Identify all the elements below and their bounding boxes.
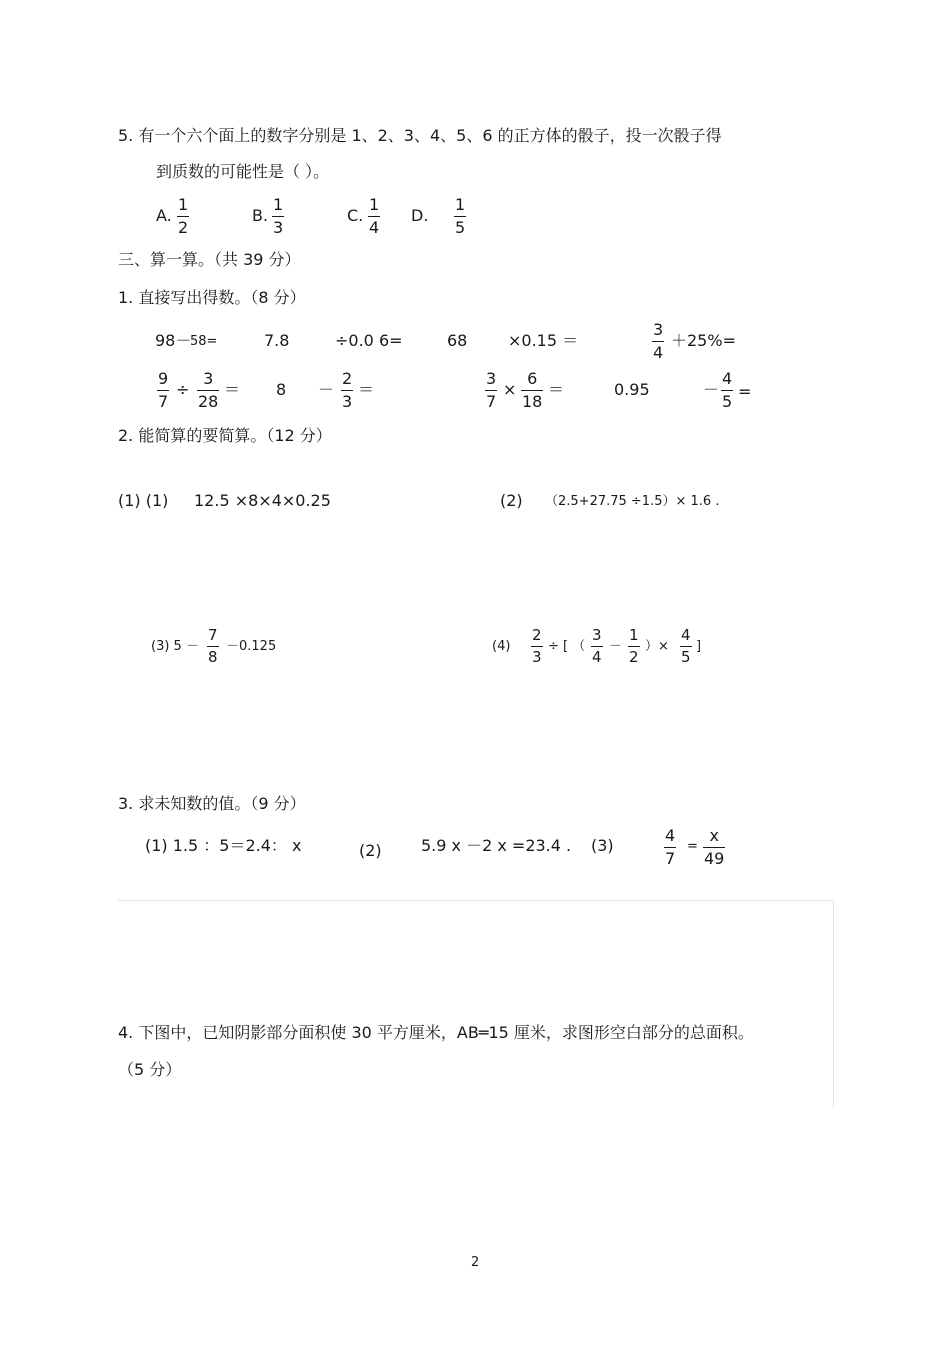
problem-4-fraction-c <box>628 628 640 665</box>
problem-1-label: (1) (1) <box>118 491 169 510</box>
frame-right-rule <box>833 900 834 1108</box>
part3-title: 3. 求未知数的值。（9 分） <box>118 794 306 813</box>
q5-option-c-fraction <box>368 197 380 236</box>
denominator: 2 <box>178 218 189 237</box>
part2-title: 2. 能简算的要简算。（12 分） <box>118 426 332 445</box>
numerator: 1 <box>178 195 189 214</box>
fraction-bar <box>485 390 497 391</box>
fraction-bar <box>521 390 543 391</box>
equation-2: 5.9 x －2 x =23.4 . <box>421 836 572 855</box>
fraction-bar <box>368 216 380 217</box>
q5-option-c-label: C. <box>347 206 364 225</box>
frame-top-rule <box>118 900 834 901</box>
problem-4-divide-bracket: ÷ [ （ <box>548 639 586 654</box>
numerator: 3 <box>486 369 497 388</box>
calc-2-3-fraction <box>341 371 353 410</box>
q5-option-b-fraction <box>272 197 284 236</box>
calc-equals-sign: ＝ <box>358 380 375 399</box>
denominator: 4 <box>653 343 664 362</box>
part4-line2: （5 分） <box>118 1060 182 1079</box>
problem-4-times: ）× <box>645 639 669 654</box>
section-title: 三、算一算。（共 39 分） <box>118 250 301 269</box>
calc-68: 68 <box>447 331 468 350</box>
problem-3-label: (3) 5 － <box>151 639 199 654</box>
numerator: 2 <box>532 626 542 644</box>
fraction-bar <box>177 216 189 217</box>
page-number: 2 <box>471 1255 480 1270</box>
denominator: 5 <box>722 392 733 411</box>
calc-minus-sign: － <box>703 380 720 399</box>
numerator: 4 <box>681 626 691 644</box>
numerator: 4 <box>665 826 676 845</box>
calc-7-8: 7.8 <box>264 331 290 350</box>
numerator: x <box>709 826 719 845</box>
part1-title: 1. 直接写出得数。（8 分） <box>118 288 306 307</box>
denominator: 3 <box>342 392 353 411</box>
fraction-bar <box>207 646 219 647</box>
calc-plus-25-percent: ＋25%= <box>671 331 736 350</box>
denominator: 18 <box>522 392 543 411</box>
numerator: 6 <box>527 369 538 388</box>
equation-3-equals: = <box>687 839 698 854</box>
q5-option-a-fraction <box>177 197 189 236</box>
calc-minus-sign: － <box>318 380 335 399</box>
fraction-bar <box>341 390 353 391</box>
numerator: 4 <box>722 369 733 388</box>
denominator: 3 <box>532 648 542 666</box>
fraction-bar <box>703 847 725 848</box>
problem-4-fraction-b <box>591 628 603 665</box>
equation-2-label: (2) <box>359 841 382 860</box>
denominator: 7 <box>158 392 169 411</box>
q5-option-d-fraction <box>454 197 466 236</box>
calc-equals-sign: ＝ <box>224 380 241 399</box>
q5-option-d-label: D. <box>411 206 429 225</box>
numerator: 1 <box>273 195 284 214</box>
fraction-bar <box>454 216 466 217</box>
calc-0-95: 0.95 <box>614 380 650 399</box>
fraction-bar <box>531 646 543 647</box>
problem-2-expression: （2.5+27.75 ÷1.5）× 1.6 . <box>545 494 720 509</box>
equation-1: (1) 1.5 ：5＝2.4： x <box>145 836 302 855</box>
q5-option-a-label: A. <box>156 206 172 225</box>
denominator: 7 <box>486 392 497 411</box>
part4-line1: 4. 下图中，已知阴影部分面积使 30 平方厘米，AB═15 厘米，求图形空白部分的总面积。 <box>118 1023 754 1042</box>
problem-3-tail: －0.125 <box>226 639 277 654</box>
calc-3-7-fraction <box>485 371 497 410</box>
calc-times-0-15: ×0.15 ＝ <box>508 331 579 350</box>
calc-58-equals: 58= <box>190 334 218 349</box>
numerator: 9 <box>158 369 169 388</box>
fraction-bar <box>680 646 692 647</box>
numerator: 3 <box>592 626 602 644</box>
problem-4-fraction-a <box>531 628 543 665</box>
numerator: 1 <box>629 626 639 644</box>
fraction-bar <box>197 390 219 391</box>
numerator: 3 <box>653 320 664 339</box>
problem-2-label: (2) <box>500 491 523 510</box>
denominator: 3 <box>273 218 284 237</box>
numerator: 2 <box>342 369 353 388</box>
fraction-bar <box>272 216 284 217</box>
calc-divide-sign: ÷ <box>176 380 190 399</box>
calc-9-7-fraction <box>157 371 169 410</box>
calc-div-0-06: ÷0.0 6= <box>335 331 403 350</box>
numerator: 1 <box>369 195 380 214</box>
problem-4-label: (4) <box>492 639 511 654</box>
denominator: 49 <box>704 849 725 868</box>
denominator: 7 <box>665 849 676 868</box>
denominator: 4 <box>592 648 602 666</box>
fraction-bar <box>721 390 733 391</box>
fraction-bar <box>664 847 676 848</box>
fraction-bar <box>628 646 640 647</box>
problem-4-close-bracket: ] <box>696 639 702 654</box>
denominator: 5 <box>681 648 691 666</box>
denominator: 8 <box>208 648 218 666</box>
q5-line2: 到质数的可能性是（ ）。 <box>156 162 330 181</box>
calc-equals-sign: = <box>738 382 752 401</box>
equation-3-label: (3) <box>591 836 614 855</box>
denominator: 28 <box>198 392 219 411</box>
problem-3-fraction <box>207 628 219 665</box>
problem-1-expression: 12.5 ×8×4×0.25 <box>194 491 331 510</box>
calc-4-5-fraction <box>721 371 733 410</box>
equation-3-fraction-b <box>703 828 725 867</box>
denominator: 5 <box>455 218 466 237</box>
denominator: 4 <box>369 218 380 237</box>
calc-3-28-fraction <box>197 371 219 410</box>
calc-98-minus: 98－ <box>155 331 192 350</box>
equation-3-fraction-a <box>664 828 676 867</box>
calc-8: 8 <box>276 380 287 399</box>
problem-4-minus: － <box>609 639 623 654</box>
q5-option-b-label: B. <box>252 206 269 225</box>
fraction-bar <box>591 646 603 647</box>
calc-equals-sign: ＝ <box>548 380 565 399</box>
numerator: 7 <box>208 626 218 644</box>
numerator: 3 <box>203 369 214 388</box>
problem-4-fraction-d <box>680 628 692 665</box>
fraction-bar <box>652 341 664 342</box>
fraction-bar <box>157 390 169 391</box>
calc-three-quarters-fraction <box>652 322 664 361</box>
calc-times-sign: × <box>503 380 517 399</box>
denominator: 2 <box>629 648 639 666</box>
q5-line1: 5. 有一个六个面上的数字分别是 1、2、3、4、5、6 的正方体的骰子，投一次骰子得 <box>118 126 722 145</box>
numerator: 1 <box>455 195 466 214</box>
calc-6-18-fraction <box>521 371 543 410</box>
